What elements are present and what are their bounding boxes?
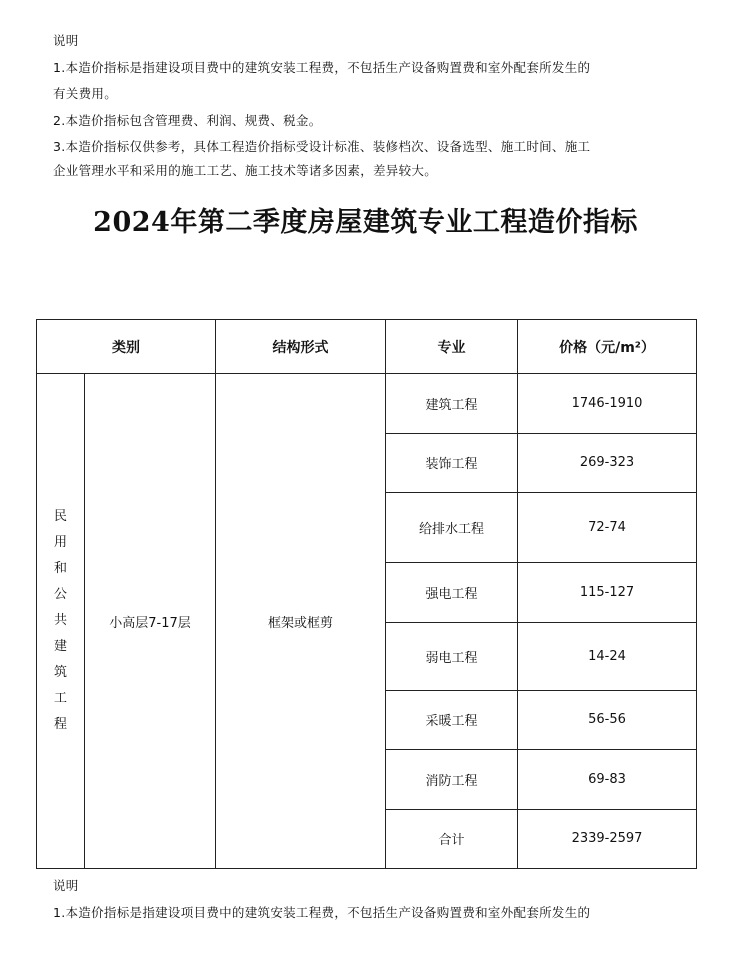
price-cell: 69-83 [518, 750, 697, 810]
specialty-cell: 采暖工程 [386, 690, 518, 750]
specialty-cell: 建筑工程 [386, 374, 518, 434]
specialty-cell: 弱电工程 [386, 622, 518, 690]
specialty-cell: 装饰工程 [386, 433, 518, 493]
notes-heading: 说明 [53, 878, 79, 893]
note-line: 企业管理水平和采用的施工工艺、施工技术等诸多因素，差异较大。 [53, 163, 438, 178]
category-label: 民用和公共建筑工程 [53, 509, 67, 732]
price-cell: 269-323 [518, 433, 697, 493]
header-price: 价格（元/m²） [518, 320, 697, 374]
table-header-row [37, 320, 697, 374]
price-index-table [36, 319, 697, 869]
header-category: 类别 [37, 320, 216, 374]
price-cell: 2339-2597 [518, 809, 697, 869]
note-line: 2.本造价指标包含管理费、利润、规费、税金。 [53, 113, 322, 128]
note-line: 3.本造价指标仅供参考，具体工程造价指标受设计标准、装修档次、设备选型、施工时间、施工 [53, 139, 591, 154]
notes-heading: 说明 [53, 33, 79, 48]
header-structure: 结构形式 [216, 320, 386, 374]
specialty-cell: 消防工程 [386, 750, 518, 810]
price-cell: 56-56 [518, 690, 697, 750]
floors-cell: 小高层7-17层 [85, 374, 216, 869]
page-title: 2024年第二季度房屋建筑专业工程造价指标 [93, 207, 638, 238]
specialty-cell: 合计 [386, 809, 518, 869]
specialty-cell: 给排水工程 [386, 493, 518, 563]
specialty-cell: 强电工程 [386, 563, 518, 623]
note-line: 有关费用。 [53, 86, 118, 101]
note-line: 1.本造价指标是指建设项目费中的建筑安装工程费，不包括生产设备购置费和室外配套所发生的 [53, 905, 591, 920]
table-row [37, 374, 697, 434]
header-specialty: 专业 [386, 320, 518, 374]
price-cell: 1746-1910 [518, 374, 697, 434]
category-cell [37, 374, 85, 869]
note-line: 1.本造价指标是指建设项目费中的建筑安装工程费，不包括生产设备购置费和室外配套所发生的 [53, 60, 591, 75]
structure-cell: 框架或框剪 [216, 374, 386, 869]
price-cell: 115-127 [518, 563, 697, 623]
price-cell: 72-74 [518, 493, 697, 563]
price-cell: 14-24 [518, 622, 697, 690]
